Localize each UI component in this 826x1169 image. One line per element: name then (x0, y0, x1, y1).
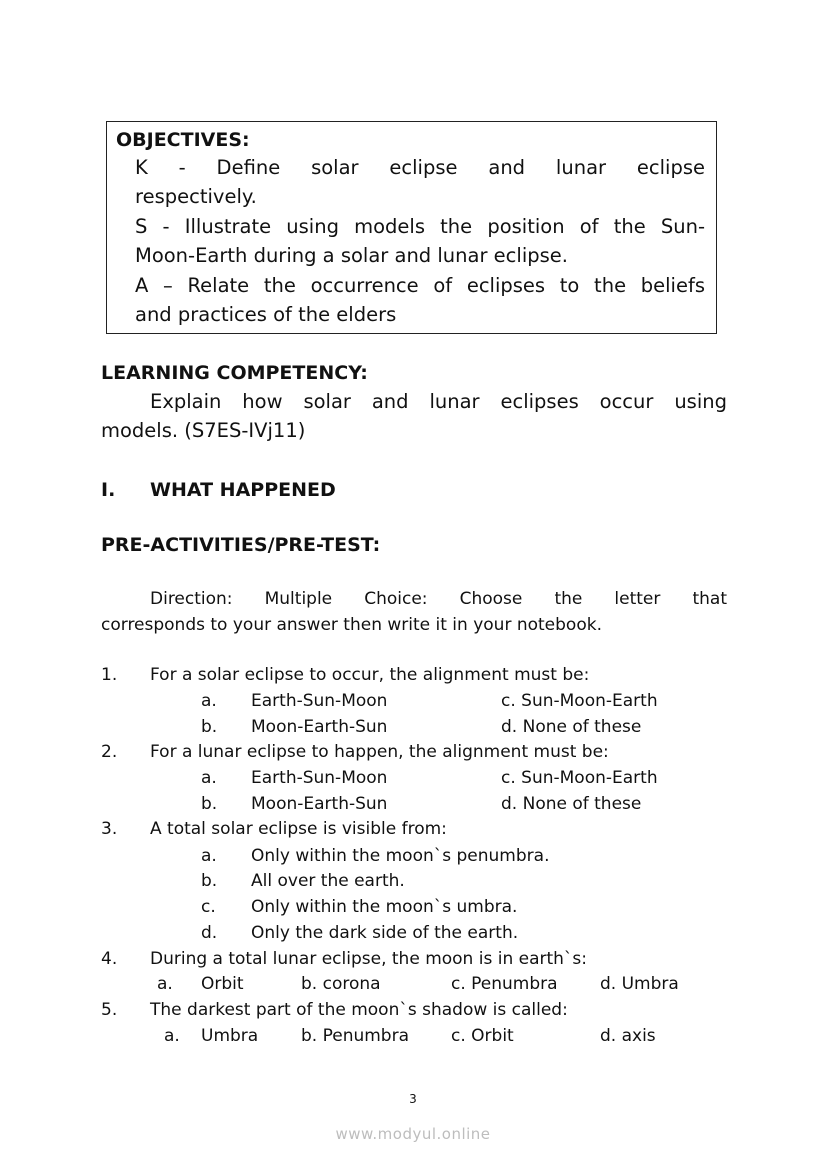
watermark: www.modyul.online (335, 1125, 491, 1143)
section-number: I. (101, 479, 116, 501)
option-letter: b. (201, 871, 218, 891)
option-letter: b. (201, 794, 218, 814)
preactivities-title: PRE-ACTIVITIES/PRE-TEST: (101, 534, 381, 556)
question-text: The darkest part of the moon`s shadow is called: (150, 1000, 568, 1020)
option-text: Moon-Earth-Sun (251, 794, 388, 814)
option-text: d. axis (600, 1026, 656, 1046)
direction-text: corresponds to your answer then write it in your notebook. (101, 615, 602, 635)
option-text: b. Penumbra (301, 1026, 410, 1046)
question-text: For a solar eclipse to occur, the alignment must be: (150, 665, 590, 685)
objective-line: and practices of the elders (135, 303, 397, 326)
competency-text: models. (S7ES-IVj11) (101, 419, 306, 442)
option-text: Only within the moon`s penumbra. (251, 846, 550, 866)
question-number: 1. (101, 665, 118, 685)
option-letter: a. (157, 974, 173, 994)
option-text: d. None of these (501, 794, 642, 814)
option-letter: d. (201, 923, 218, 943)
option-text: Earth-Sun-Moon (251, 768, 388, 788)
option-text: Only the dark side of the earth. (251, 923, 519, 943)
question-number: 5. (101, 1000, 118, 1020)
objective-line: A – Relate the occurrence of eclipses to the beliefs (135, 274, 705, 297)
question-text: A total solar eclipse is visible from: (150, 819, 447, 839)
objectives-title: OBJECTIVES: (116, 129, 250, 151)
option-text: Moon-Earth-Sun (251, 717, 388, 737)
objective-line: respectively. (135, 185, 257, 208)
competency-title: LEARNING COMPETENCY: (101, 362, 368, 384)
option-text: d. Umbra (600, 974, 679, 994)
option-letter: c. (201, 897, 216, 917)
objective-line: Moon-Earth during a solar and lunar eclipse. (135, 244, 568, 267)
option-text: d. None of these (501, 717, 642, 737)
option-text: c. Sun-Moon-Earth (501, 768, 658, 788)
option-letter: a. (201, 768, 217, 788)
option-text: c. Orbit (451, 1026, 514, 1046)
option-text: c. Sun-Moon-Earth (501, 691, 658, 711)
direction-text: Direction: Multiple Choice: Choose the letter that (150, 589, 727, 609)
option-text: c. Penumbra (451, 974, 558, 994)
option-letter: b. (201, 717, 218, 737)
option-text: Earth-Sun-Moon (251, 691, 388, 711)
section-title: WHAT HAPPENED (150, 479, 336, 501)
option-letter: a. (201, 691, 217, 711)
option-letter: a. (164, 1026, 180, 1046)
page-number: 3 (409, 1092, 417, 1106)
question-text: During a total lunar eclipse, the moon is in earth`s: (150, 949, 588, 969)
option-text: Orbit (201, 974, 244, 994)
question-number: 2. (101, 742, 118, 762)
objective-line: K - Define solar eclipse and lunar eclipse (135, 156, 705, 179)
objective-line: S - Illustrate using models the position of the Sun- (135, 215, 705, 238)
option-letter: a. (201, 846, 217, 866)
competency-text: Explain how solar and lunar eclipses occur using (150, 390, 727, 413)
option-text: Umbra (201, 1026, 259, 1046)
question-number: 3. (101, 819, 118, 839)
question-number: 4. (101, 949, 118, 969)
option-text: b. corona (301, 974, 381, 994)
option-text: Only within the moon`s umbra. (251, 897, 518, 917)
question-text: For a lunar eclipse to happen, the alignment must be: (150, 742, 609, 762)
option-text: All over the earth. (251, 871, 405, 891)
